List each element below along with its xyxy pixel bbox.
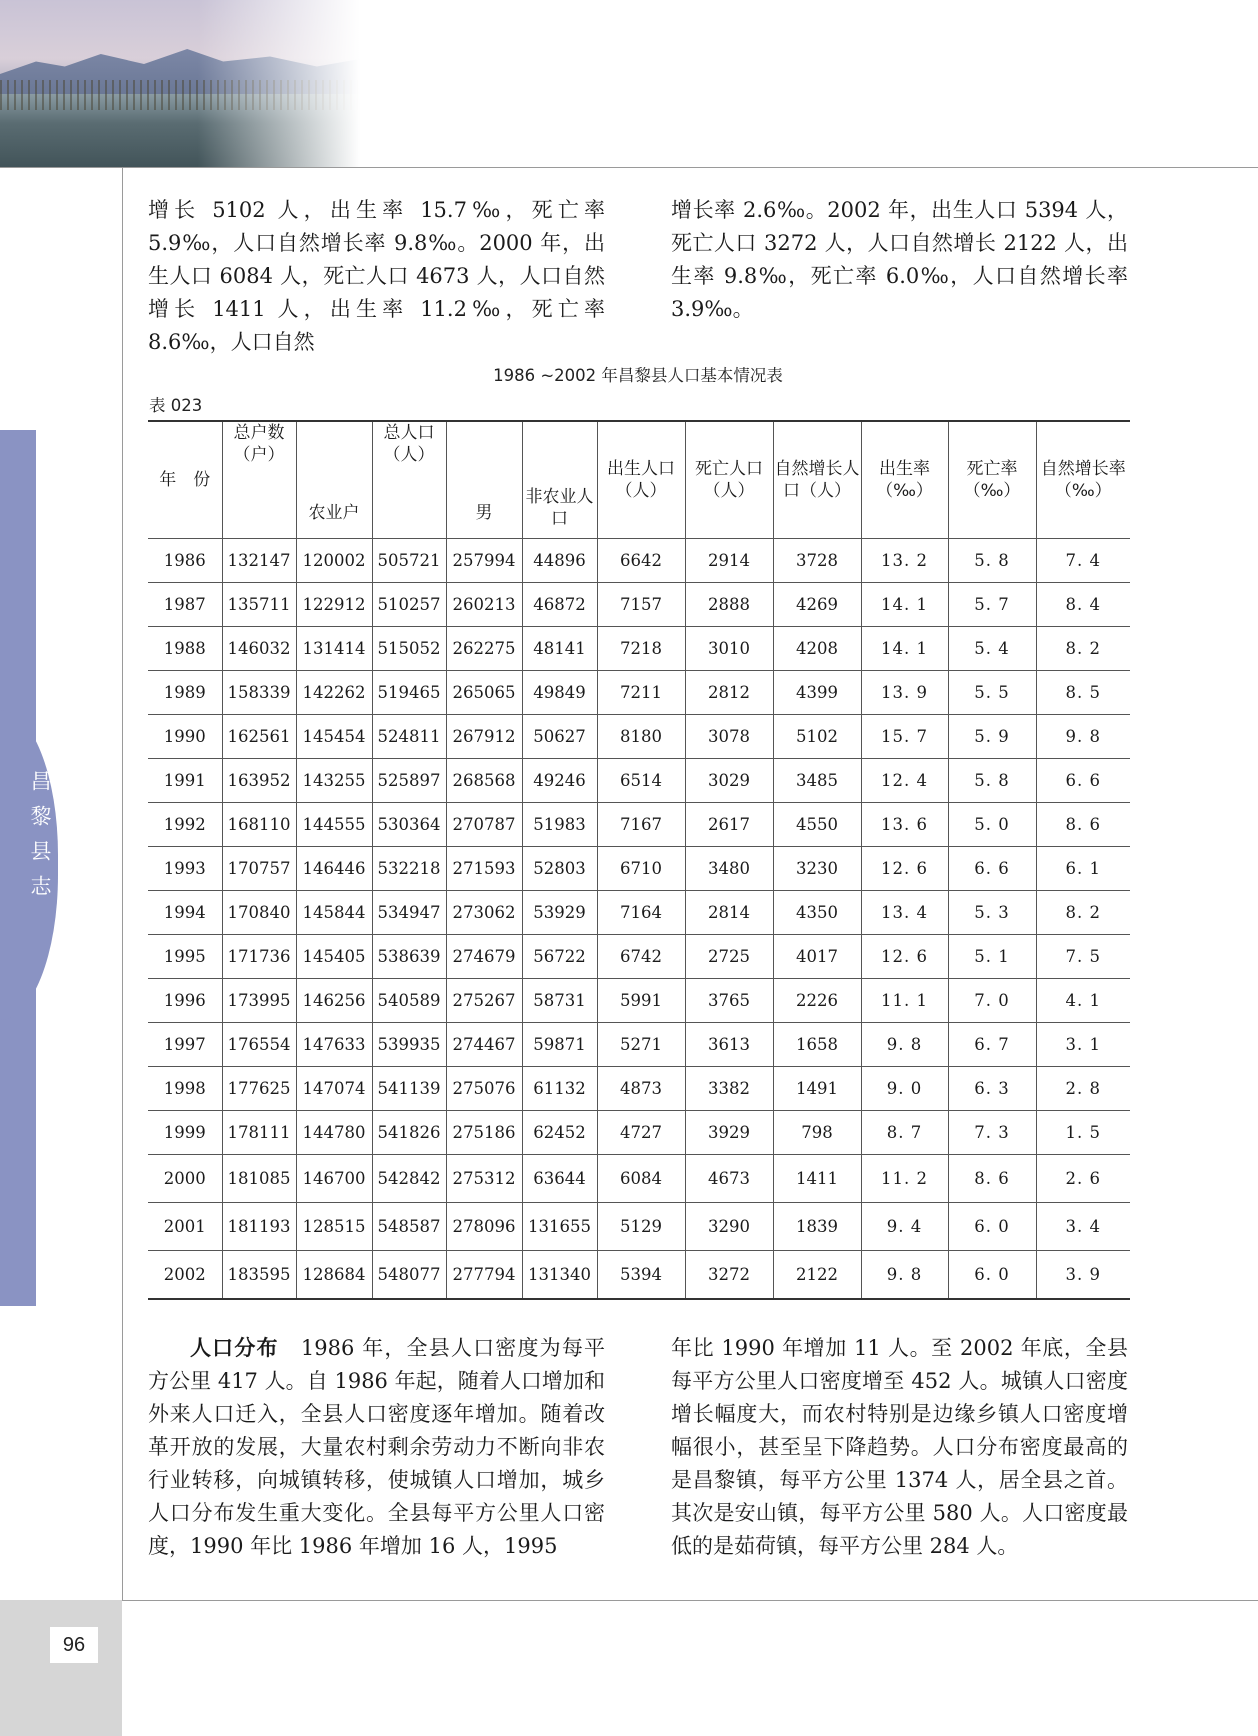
cell-agri-households: 147633: [296, 1023, 372, 1067]
cell-male: 274467: [446, 1023, 522, 1067]
cell-deaths: 2914: [685, 539, 773, 583]
cell-households: 163952: [222, 759, 296, 803]
cell-year: 1999: [148, 1111, 222, 1155]
cell-growth-rate: 2. 6: [1036, 1155, 1130, 1203]
table-row: [148, 1023, 1130, 1067]
cell-birth-rate: 15. 7: [861, 715, 948, 759]
cell-birth-rate: 13. 4: [861, 891, 948, 935]
cell-births: 5271: [597, 1023, 685, 1067]
cell-agri-households: 142262: [296, 671, 372, 715]
cell-birth-rate: 11. 2: [861, 1155, 948, 1203]
cell-non-agri: 53929: [522, 891, 597, 935]
cell-death-rate: 6. 6: [948, 847, 1036, 891]
cell-growth-rate: 8. 6: [1036, 803, 1130, 847]
cell-male: 270787: [446, 803, 522, 847]
cell-natural-increase: 4399: [773, 671, 861, 715]
cell-households: 170840: [222, 891, 296, 935]
cell-deaths: 3765: [685, 979, 773, 1023]
cell-growth-rate: 7. 4: [1036, 539, 1130, 583]
cell-male: 275267: [446, 979, 522, 1023]
cell-births: 4873: [597, 1067, 685, 1111]
cell-households: 132147: [222, 539, 296, 583]
cell-growth-rate: 7. 5: [1036, 935, 1130, 979]
cell-agri-households: 128684: [296, 1251, 372, 1300]
table-title: 1986 ~2002 年昌黎县人口基本情况表: [493, 366, 783, 385]
header-deaths: 死亡人口（人）: [685, 421, 773, 539]
photo-fade: [0, 0, 360, 167]
cell-death-rate: 5. 3: [948, 891, 1036, 935]
cell-natural-increase: 1839: [773, 1203, 861, 1251]
cell-deaths: 3290: [685, 1203, 773, 1251]
table-row: [148, 1155, 1130, 1203]
cell-population: 548077: [372, 1251, 446, 1300]
cell-year: 2000: [148, 1155, 222, 1203]
table-row: [148, 979, 1130, 1023]
cell-agri-households: 145844: [296, 891, 372, 935]
table-row: [148, 1203, 1130, 1251]
cell-deaths: 4673: [685, 1155, 773, 1203]
cell-year: 1988: [148, 627, 222, 671]
cell-births: 6710: [597, 847, 685, 891]
cell-growth-rate: 6. 1: [1036, 847, 1130, 891]
cell-year: 1987: [148, 583, 222, 627]
book-title: 昌黎县志: [28, 770, 52, 910]
cell-male: 277794: [446, 1251, 522, 1300]
cell-agri-households: 146700: [296, 1155, 372, 1203]
cell-birth-rate: 9. 8: [861, 1251, 948, 1300]
cell-death-rate: 5. 1: [948, 935, 1036, 979]
cell-population: 538639: [372, 935, 446, 979]
text-column-2: [671, 194, 1128, 326]
cell-birth-rate: 9. 0: [861, 1067, 948, 1111]
cell-natural-increase: 4017: [773, 935, 861, 979]
cell-population: 530364: [372, 803, 446, 847]
cell-births: 7164: [597, 891, 685, 935]
cell-non-agri: 61132: [522, 1067, 597, 1111]
cell-agri-households: 144780: [296, 1111, 372, 1155]
cell-year: 1998: [148, 1067, 222, 1111]
cell-deaths: 3029: [685, 759, 773, 803]
cell-households: 162561: [222, 715, 296, 759]
cell-death-rate: 7. 0: [948, 979, 1036, 1023]
table-row: [148, 847, 1130, 891]
cell-growth-rate: 2. 8: [1036, 1067, 1130, 1111]
cell-natural-increase: 1491: [773, 1067, 861, 1111]
cell-non-agri: 59871: [522, 1023, 597, 1067]
cell-birth-rate: 12. 6: [861, 847, 948, 891]
cell-non-agri: 131340: [522, 1251, 597, 1300]
table-code: 表 023: [149, 396, 203, 415]
table-row: [148, 803, 1130, 847]
cell-births: 6642: [597, 539, 685, 583]
table-body: [148, 539, 1130, 1300]
cell-year: 1990: [148, 715, 222, 759]
cell-natural-increase: 4269: [773, 583, 861, 627]
header-households-cont: [222, 466, 296, 539]
cell-year: 1996: [148, 979, 222, 1023]
cell-households: 173995: [222, 979, 296, 1023]
section-label: 人口分布: [190, 1336, 279, 1360]
cell-agri-households: 143255: [296, 759, 372, 803]
cell-growth-rate: 4. 1: [1036, 979, 1130, 1023]
cell-natural-increase: 1658: [773, 1023, 861, 1067]
cell-deaths: 3929: [685, 1111, 773, 1155]
cell-population: 524811: [372, 715, 446, 759]
cell-death-rate: 5. 7: [948, 583, 1036, 627]
cell-deaths: 2617: [685, 803, 773, 847]
header-death-rate: 死亡率（‰）: [948, 421, 1036, 539]
cell-households: 177625: [222, 1067, 296, 1111]
header-population: 总人口（人）: [372, 421, 446, 466]
cell-male: 273062: [446, 891, 522, 935]
cell-growth-rate: 6. 6: [1036, 759, 1130, 803]
header-photo: [0, 0, 360, 167]
cell-death-rate: 7. 3: [948, 1111, 1036, 1155]
cell-male: 271593: [446, 847, 522, 891]
cell-natural-increase: 4350: [773, 891, 861, 935]
cell-death-rate: 6. 0: [948, 1251, 1036, 1300]
paragraph-top-left: 增长 5102 人，出生率 15.7‰，死亡率 5.9‰，人口自然增长率 9.8‰。2000 年，出生人口 6084 人，死亡人口 4673 人，人口自然增长 1411 人，出生率 11.2‰，死亡率 8.6‰，人口自然: [148, 198, 605, 354]
paragraph-top-right: 增长率 2.6‰。2002 年，出生人口 5394 人，死亡人口 3272 人，人口自然增长 2122 人，出生率 9.8‰，死亡率 6.0‰，人口自然增长率 3.9‰。: [671, 198, 1128, 321]
cell-births: 6514: [597, 759, 685, 803]
cell-non-agri: 51983: [522, 803, 597, 847]
cell-non-agri: 49849: [522, 671, 597, 715]
cell-natural-increase: 798: [773, 1111, 861, 1155]
cell-male: 267912: [446, 715, 522, 759]
cell-death-rate: 5. 5: [948, 671, 1036, 715]
cell-birth-rate: 8. 7: [861, 1111, 948, 1155]
cell-year: 2001: [148, 1203, 222, 1251]
cell-non-agri: 46872: [522, 583, 597, 627]
header-non-agri: 非农业人口: [522, 421, 597, 539]
cell-births: 8180: [597, 715, 685, 759]
cell-non-agri: 56722: [522, 935, 597, 979]
cell-population: 525897: [372, 759, 446, 803]
cell-natural-increase: 3230: [773, 847, 861, 891]
cell-households: 171736: [222, 935, 296, 979]
cell-death-rate: 5. 8: [948, 759, 1036, 803]
header-births: 出生人口（人）: [597, 421, 685, 539]
cell-male: 275312: [446, 1155, 522, 1203]
cell-year: 2002: [148, 1251, 222, 1300]
cell-male: 274679: [446, 935, 522, 979]
cell-households: 181193: [222, 1203, 296, 1251]
cell-agri-households: 145454: [296, 715, 372, 759]
cell-deaths: 2812: [685, 671, 773, 715]
cell-year: 1995: [148, 935, 222, 979]
cell-deaths: 3010: [685, 627, 773, 671]
cell-year: 1986: [148, 539, 222, 583]
cell-growth-rate: 1. 5: [1036, 1111, 1130, 1155]
cell-population: 548587: [372, 1203, 446, 1251]
cell-birth-rate: 14. 1: [861, 627, 948, 671]
cell-births: 5991: [597, 979, 685, 1023]
table-row: [148, 891, 1130, 935]
cell-households: 176554: [222, 1023, 296, 1067]
cell-births: 4727: [597, 1111, 685, 1155]
page-number-panel: [0, 1600, 122, 1736]
cell-death-rate: 6. 0: [948, 1203, 1036, 1251]
cell-households: 146032: [222, 627, 296, 671]
paragraph-bottom-right: 年比 1990 年增加 11 人。至 2002 年底，全县每平方公里人口密度增至 452 人。城镇人口密度增长幅度大，而农村特别是边缘乡镇人口密度增幅很小，甚至呈下降趋势。人口分布密度最高的是昌黎镇，每平方公里 1374 人，居全县之首。其次是安山镇，每平方公里 580 人。人口密度最低的是茹荷镇，每平方公里 284 人。: [671, 1336, 1128, 1558]
cell-agri-households: 146446: [296, 847, 372, 891]
cell-male: 262275: [446, 627, 522, 671]
header-natural-increase: 自然增长人口（人）: [773, 421, 861, 539]
cell-deaths: 3382: [685, 1067, 773, 1111]
header-male: 男: [446, 421, 522, 539]
cell-birth-rate: 9. 8: [861, 1023, 948, 1067]
cell-households: 158339: [222, 671, 296, 715]
cell-population: 532218: [372, 847, 446, 891]
cell-deaths: 2814: [685, 891, 773, 935]
cell-male: 257994: [446, 539, 522, 583]
cell-non-agri: 58731: [522, 979, 597, 1023]
cell-growth-rate: 3. 1: [1036, 1023, 1130, 1067]
cell-population: 534947: [372, 891, 446, 935]
cell-non-agri: 49246: [522, 759, 597, 803]
cell-growth-rate: 8. 5: [1036, 671, 1130, 715]
cell-population: 505721: [372, 539, 446, 583]
cell-birth-rate: 13. 9: [861, 671, 948, 715]
cell-population: 519465: [372, 671, 446, 715]
cell-birth-rate: 13. 6: [861, 803, 948, 847]
cell-agri-households: 120002: [296, 539, 372, 583]
footer-rule: [122, 1600, 1258, 1601]
cell-non-agri: 62452: [522, 1111, 597, 1155]
cell-agri-households: 146256: [296, 979, 372, 1023]
cell-households: 135711: [222, 583, 296, 627]
cell-natural-increase: 3728: [773, 539, 861, 583]
header-year: 年 份: [148, 421, 222, 539]
cell-population: 540589: [372, 979, 446, 1023]
table-row: [148, 1067, 1130, 1111]
cell-year: 1989: [148, 671, 222, 715]
header-growth-rate: 自然增长率（‰）: [1036, 421, 1130, 539]
cell-population: 510257: [372, 583, 446, 627]
table-row: [148, 627, 1130, 671]
cell-death-rate: 8. 6: [948, 1155, 1036, 1203]
cell-deaths: 3480: [685, 847, 773, 891]
header-agri-households: 农业户: [296, 421, 372, 539]
table-row: [148, 1111, 1130, 1155]
cell-male: 275186: [446, 1111, 522, 1155]
margin-rule: [122, 167, 123, 1601]
cell-birth-rate: 14. 1: [861, 583, 948, 627]
cell-birth-rate: 12. 6: [861, 935, 948, 979]
cell-households: 168110: [222, 803, 296, 847]
cell-male: 265065: [446, 671, 522, 715]
cell-births: 7157: [597, 583, 685, 627]
header-households: 总户数（户）: [222, 421, 296, 466]
cell-natural-increase: 2226: [773, 979, 861, 1023]
cell-natural-increase: 2122: [773, 1251, 861, 1300]
cell-births: 7167: [597, 803, 685, 847]
cell-births: 5129: [597, 1203, 685, 1251]
paragraph-bottom-left: [148, 1332, 605, 1563]
cell-population: 539935: [372, 1023, 446, 1067]
cell-population: 515052: [372, 627, 446, 671]
cell-births: 7218: [597, 627, 685, 671]
cell-non-agri: 52803: [522, 847, 597, 891]
cell-population: 541139: [372, 1067, 446, 1111]
cell-households: 183595: [222, 1251, 296, 1300]
header-birth-rate: 出生率（‰）: [861, 421, 948, 539]
cell-households: 170757: [222, 847, 296, 891]
cell-non-agri: 131655: [522, 1203, 597, 1251]
cell-natural-increase: 1411: [773, 1155, 861, 1203]
cell-agri-households: 128515: [296, 1203, 372, 1251]
cell-births: 6742: [597, 935, 685, 979]
cell-growth-rate: 3. 4: [1036, 1203, 1130, 1251]
cell-households: 178111: [222, 1111, 296, 1155]
cell-agri-households: 144555: [296, 803, 372, 847]
cell-male: 260213: [446, 583, 522, 627]
table-row: [148, 671, 1130, 715]
cell-non-agri: 48141: [522, 627, 597, 671]
cell-year: 1994: [148, 891, 222, 935]
cell-year: 1991: [148, 759, 222, 803]
cell-growth-rate: 3. 9: [1036, 1251, 1130, 1300]
cell-births: 6084: [597, 1155, 685, 1203]
cell-growth-rate: 9. 8: [1036, 715, 1130, 759]
text-column-1: [148, 194, 605, 359]
cell-births: 5394: [597, 1251, 685, 1300]
cell-population: 541826: [372, 1111, 446, 1155]
cell-agri-households: 131414: [296, 627, 372, 671]
cell-natural-increase: 3485: [773, 759, 861, 803]
cell-birth-rate: 12. 4: [861, 759, 948, 803]
cell-natural-increase: 5102: [773, 715, 861, 759]
text-column-4: [671, 1332, 1128, 1563]
cell-death-rate: 6. 3: [948, 1067, 1036, 1111]
cell-natural-increase: 4550: [773, 803, 861, 847]
cell-death-rate: 5. 8: [948, 539, 1036, 583]
cell-natural-increase: 4208: [773, 627, 861, 671]
cell-year: 1993: [148, 847, 222, 891]
cell-death-rate: 6. 7: [948, 1023, 1036, 1067]
table-row: [148, 539, 1130, 583]
cell-deaths: 2725: [685, 935, 773, 979]
cell-birth-rate: 9. 4: [861, 1203, 948, 1251]
header-rule: [0, 167, 1258, 168]
cell-year: 1992: [148, 803, 222, 847]
cell-agri-households: 145405: [296, 935, 372, 979]
table-row: [148, 935, 1130, 979]
cell-year: 1997: [148, 1023, 222, 1067]
cell-death-rate: 5. 0: [948, 803, 1036, 847]
header-population-cont: [372, 466, 446, 539]
cell-birth-rate: 13. 2: [861, 539, 948, 583]
cell-male: 268568: [446, 759, 522, 803]
cell-deaths: 3078: [685, 715, 773, 759]
cell-death-rate: 5. 9: [948, 715, 1036, 759]
cell-death-rate: 5. 4: [948, 627, 1036, 671]
cell-non-agri: 63644: [522, 1155, 597, 1203]
cell-growth-rate: 8. 2: [1036, 627, 1130, 671]
cell-male: 278096: [446, 1203, 522, 1251]
table-row: [148, 759, 1130, 803]
cell-households: 181085: [222, 1155, 296, 1203]
cell-birth-rate: 11. 1: [861, 979, 948, 1023]
table-row: [148, 583, 1130, 627]
cell-male: 275076: [446, 1067, 522, 1111]
cell-deaths: 3272: [685, 1251, 773, 1300]
population-table: [148, 420, 1130, 1300]
cell-agri-households: 122912: [296, 583, 372, 627]
cell-agri-households: 147074: [296, 1067, 372, 1111]
cell-non-agri: 50627: [522, 715, 597, 759]
cell-non-agri: 44896: [522, 539, 597, 583]
text-column-3: [148, 1332, 605, 1563]
table-row: [148, 1251, 1130, 1300]
cell-growth-rate: 8. 2: [1036, 891, 1130, 935]
cell-deaths: 3613: [685, 1023, 773, 1067]
paragraph-bottom-left-text: 1986 年，全县人口密度为每平方公里 417 人。自 1986 年起，随着人口增加和外来人口迁入，全县人口密度逐年增加。随着改革开放的发展，大量农村剩余劳动力不断向非农行业转移，向城镇转移，使城镇人口增加，城乡人口分布发生重大变化。全县每平方公里人口密度，1990 年比 1986 年增加 16 人，1995: [148, 1336, 605, 1558]
cell-growth-rate: 8. 4: [1036, 583, 1130, 627]
cell-population: 542842: [372, 1155, 446, 1203]
cell-births: 7211: [597, 671, 685, 715]
cell-deaths: 2888: [685, 583, 773, 627]
page-number: 96: [50, 1627, 98, 1663]
table-row: [148, 715, 1130, 759]
